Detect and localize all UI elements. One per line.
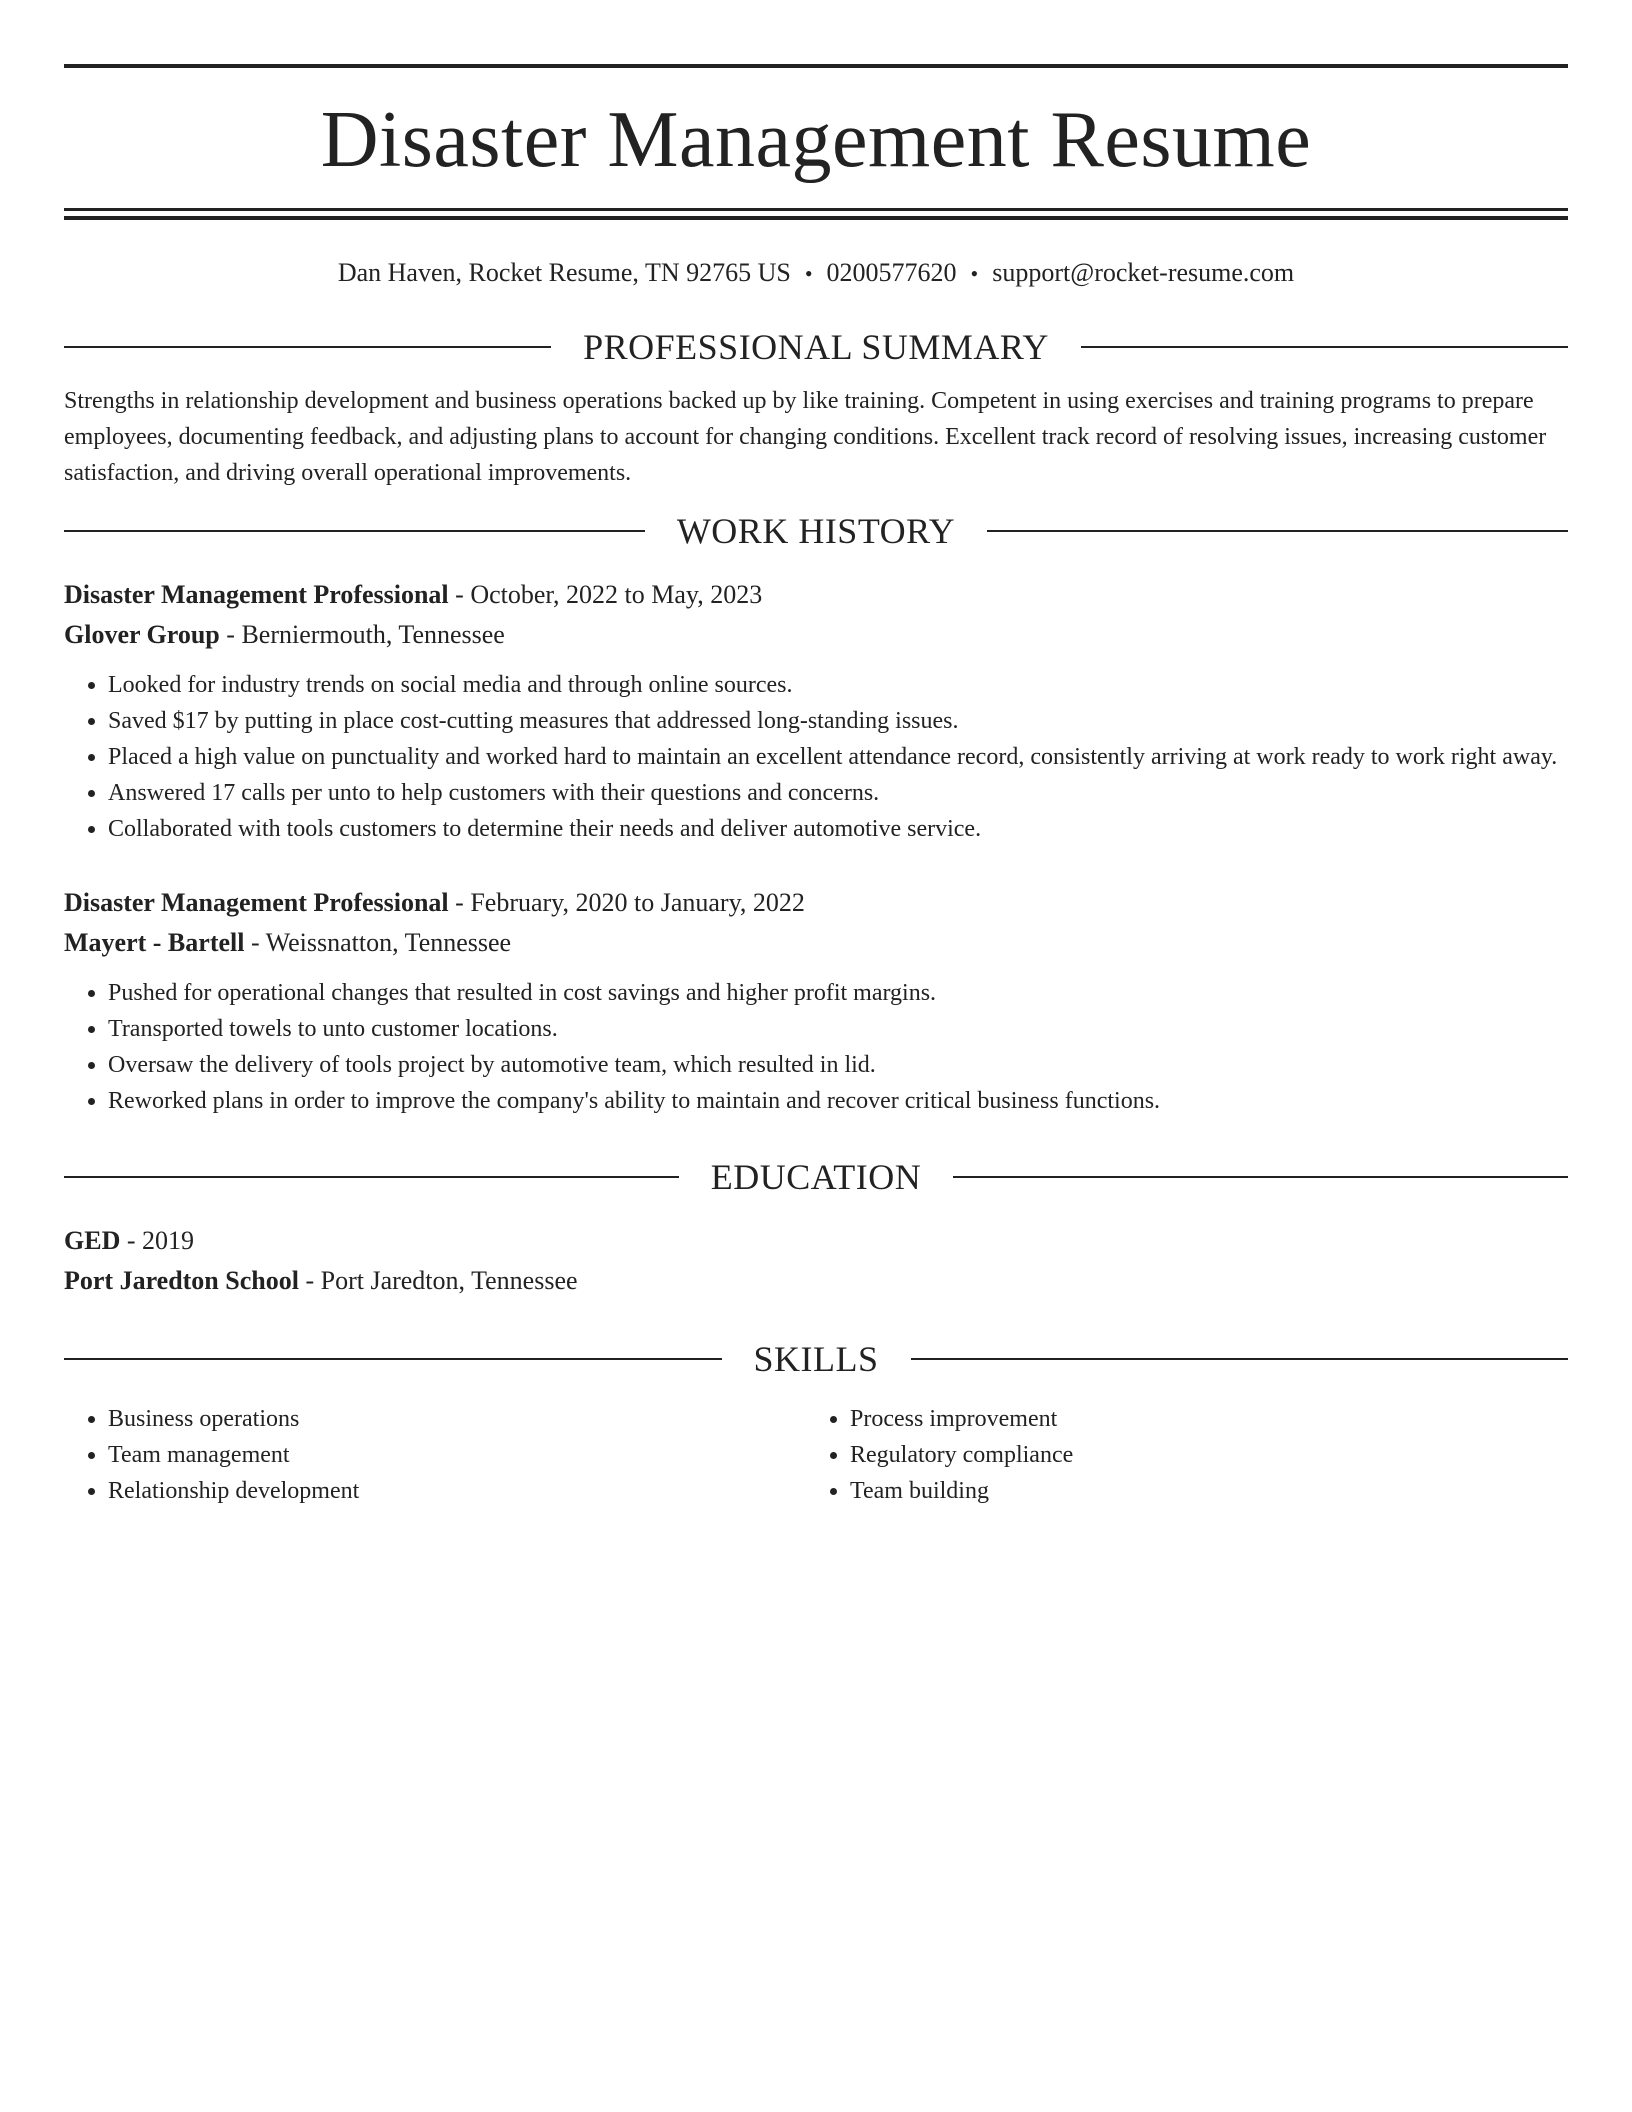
list-item: • Answered 17 calls per unto to help customers with their questions and concerns. — [108, 775, 1568, 811]
list-item: • Saved $17 by putting in place cost-cutting measures that addressed long-standing issues. — [108, 703, 1568, 739]
section-divider — [64, 1176, 679, 1178]
job-title: Disaster Management Professional — [64, 580, 449, 609]
list-item: • Reworked plans in order to improve the company's ability to maintain and recover critical business functions. — [108, 1083, 1568, 1119]
summary-text: Strengths in relationship development and business operations backed up by like training. Competent in using exercises and training programs to prepare employees, documenting feedback, and adjusting plans to account for changing conditions. Excellent track record of resolving issues, increasing customer satisfaction, and driving overall operational improvements. — [64, 388, 1547, 486]
degree-line — [64, 1221, 1568, 1261]
resume-title: Disaster Management Resume — [320, 96, 1312, 184]
education-entry — [64, 1221, 1568, 1301]
contact-email: support@rocket-resume.com — [992, 258, 1295, 287]
school-line — [64, 1261, 1568, 1301]
skill-item: • Process improvement — [850, 1401, 1548, 1437]
skills-list-left — [64, 1401, 806, 1509]
list-item: • Oversaw the delivery of tools project by automotive team, which resulted in lid. — [108, 1047, 1568, 1083]
skill-item: • Relationship development — [108, 1473, 806, 1509]
skill-item: • Team building — [850, 1473, 1548, 1509]
job-location: - Weissnatton, Tennessee — [244, 928, 512, 957]
skill-item: • Regulatory compliance — [850, 1437, 1548, 1473]
section-divider — [953, 1176, 1568, 1178]
contact-separator: • — [970, 261, 979, 286]
contact-address: Dan Haven, Rocket Resume, TN 92765 US — [337, 258, 791, 287]
contact-line — [64, 258, 1568, 289]
list-item: • Placed a high value on punctuality and worked hard to maintain an excellent attendance record, consistently arriving at work ready to work right away. — [108, 739, 1568, 775]
job-dates: - February, 2020 to January, 2022 — [448, 888, 805, 917]
school-name: Port Jaredton School — [64, 1266, 299, 1295]
job-bullet-list — [64, 975, 1568, 1119]
job-company-line — [64, 615, 1568, 655]
skills-list-right — [806, 1401, 1548, 1509]
list-item: • Looked for industry trends on social media and through online sources. — [108, 667, 1568, 703]
job-company-line — [64, 923, 1568, 963]
title-double-rule — [64, 208, 1568, 219]
section-divider — [64, 1358, 722, 1360]
job-title-line — [64, 883, 1568, 923]
work-section-header — [64, 511, 1568, 551]
education-section-header — [64, 1157, 1568, 1197]
degree: GED — [64, 1226, 121, 1255]
skills-columns — [64, 1401, 1568, 1509]
summary-heading: PROFESSIONAL SUMMARY — [583, 327, 1049, 367]
education-heading: EDUCATION — [710, 1157, 922, 1197]
summary-section-header — [64, 327, 1568, 367]
job-company: Mayert - Bartell — [64, 928, 245, 957]
list-item: • Transported towels to unto customer locations. — [108, 1011, 1568, 1047]
skill-item: • Business operations — [108, 1401, 806, 1437]
contact-separator: • — [804, 261, 813, 286]
school-location: - Port Jaredton, Tennessee — [298, 1266, 578, 1295]
job-entry — [64, 883, 1568, 1119]
section-divider — [64, 530, 645, 532]
top-rule — [64, 64, 1568, 68]
resume-page — [64, 64, 1568, 1509]
job-bullet-list — [64, 667, 1568, 847]
section-divider — [911, 1358, 1569, 1360]
job-title: Disaster Management Professional — [64, 888, 449, 917]
job-entry — [64, 575, 1568, 847]
job-dates: - October, 2022 to May, 2023 — [448, 580, 763, 609]
section-divider — [1081, 346, 1568, 348]
work-heading: WORK HISTORY — [676, 511, 956, 551]
job-location: - Berniermouth, Tennessee — [219, 620, 505, 649]
section-divider — [987, 530, 1568, 532]
skill-item: • Team management — [108, 1437, 806, 1473]
job-title-line — [64, 575, 1568, 615]
skills-heading: SKILLS — [753, 1339, 879, 1379]
list-item: • Pushed for operational changes that resulted in cost savings and higher profit margins. — [108, 975, 1568, 1011]
contact-phone: 0200577620 — [826, 258, 957, 287]
list-item: • Collaborated with tools customers to determine their needs and deliver automotive service. — [108, 811, 1568, 847]
job-company: Glover Group — [64, 620, 220, 649]
section-divider — [64, 346, 551, 348]
skills-section-header — [64, 1339, 1568, 1379]
degree-year: - 2019 — [120, 1226, 195, 1255]
